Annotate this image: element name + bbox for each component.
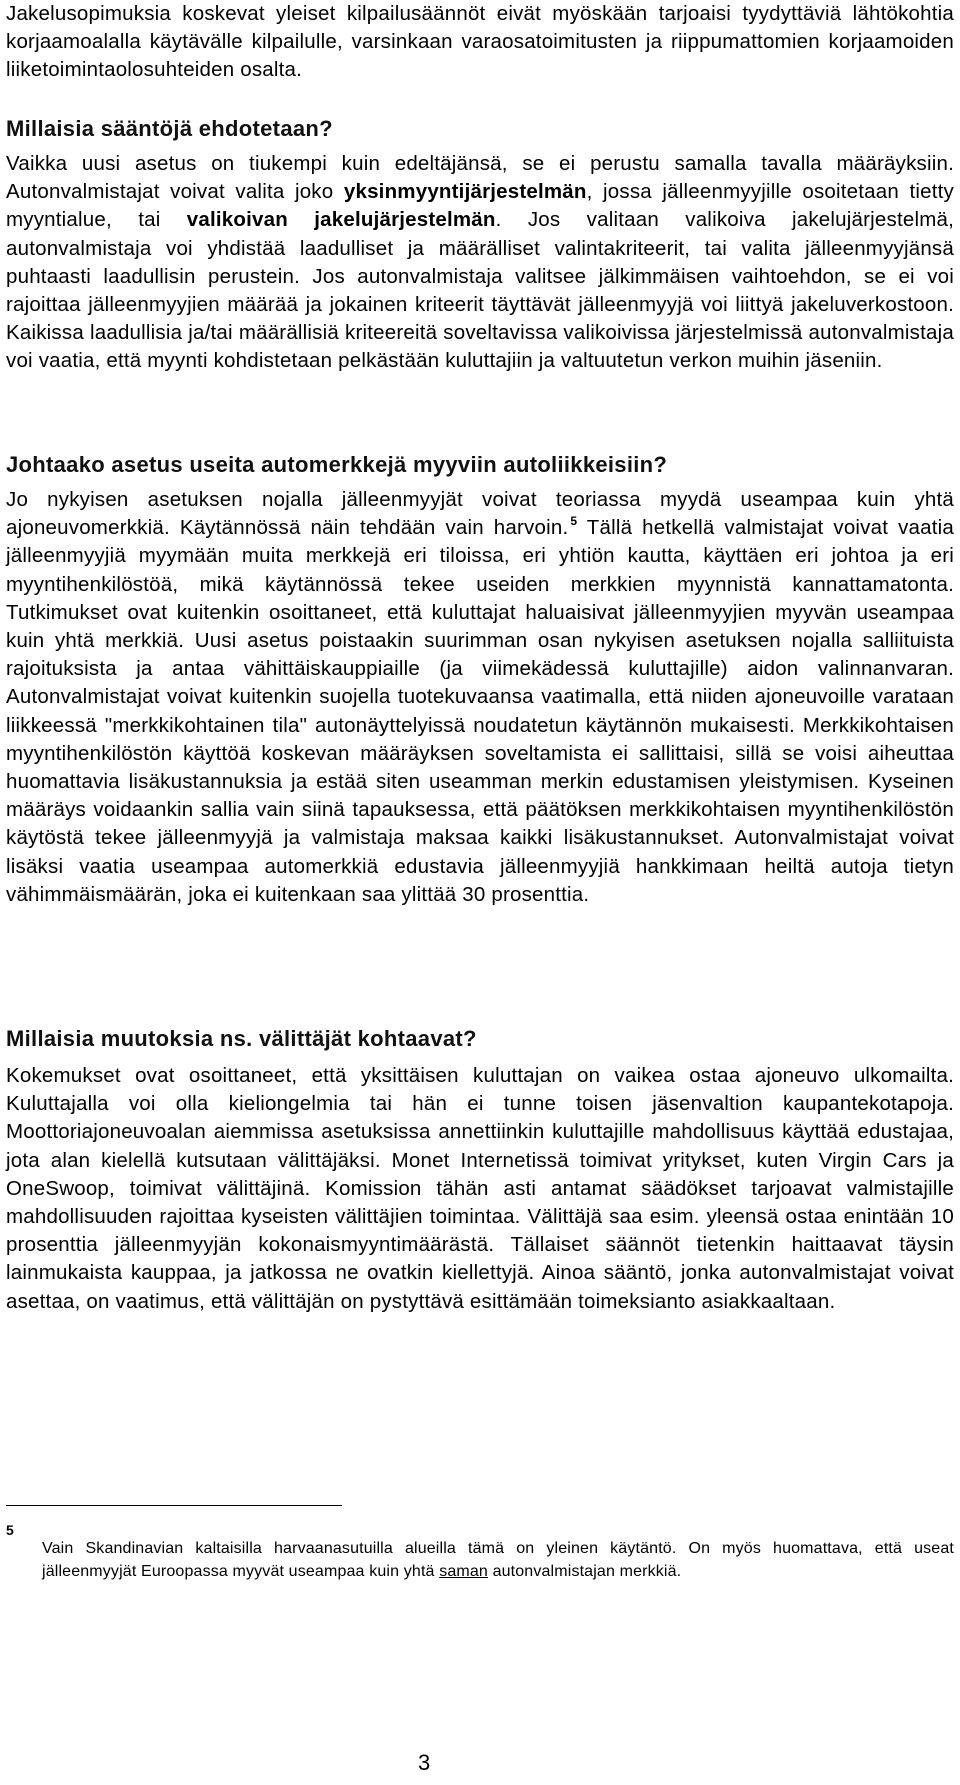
- rules-paragraph: [6, 150, 954, 376]
- footnote-number: 5: [6, 1522, 14, 1538]
- term-selective-distribution: valikoivan jakelujärjestelmän: [186, 208, 496, 232]
- footnote-text: [42, 1537, 954, 1583]
- rules-text-e: . Jos valitaan valikoiva jakelujärjestelmä, autonvalmistaja voi yhdistää laadulliset ja määrälliset valintakriteerit, tai valita jälleenmyyjänsä puhtaasti laadullisin perustein. Jos autonvalmistaja valitsee jälkimmäisen vaihtoehdon, se ei voi rajoittaa jälleenmyyjien määrää ja jokainen kriteerit täyttävät jälleenmyyjä voi liittyä jakeluverkostoon. Kaikissa laadullisia ja/tai määrällisiä kriteereitä soveltavissa valikoivissa järjestelmissä autonvalmistaja voi vaatia, että myynti kohdistetaan pelkästään kuluttajiin ja valtuutetun verkon muihin jäseniin.: [6, 208, 954, 373]
- footnote-divider: [6, 1505, 342, 1506]
- section-heading-multibrand: Johtaako asetus useita automerkkejä myyviin autoliikkeisiin?: [6, 452, 668, 477]
- footnote-text-b: autonvalmistajan merkkiä.: [487, 1563, 682, 1580]
- section-heading-intermediaries: Millaisia muutoksia ns. välittäjät kohtaavat?: [6, 1026, 477, 1051]
- footnote-underlined-word: saman: [439, 1563, 488, 1580]
- term-exclusive-distribution: yksinmyyntijärjestelmän: [343, 180, 587, 204]
- document-page: [6, 0, 954, 1785]
- intermediaries-paragraph: Kokemukset ovat osoittaneet, että yksittäisen kuluttajan on vaikea ostaa ajoneuvo ulkomailta. Kuluttajalla voi olla kieliongelmia tai hän ei tunne toisen jäsenvaltion kaupantekotapoja. Moottoriajoneuvoalan aiemmissa asetuksissa annettiinkin kuluttajille mahdollisuus käyttää edustajaa, jota alan kielellä kutsutaan välittäjäksi. Monet Internetissä toimivat yritykset, kuten Virgin Cars ja OneSwoop, toimivat välittäjinä. Komission tähän asti antamat säädökset tarjoavat valmistajille mahdollisuuden rajoittaa kyseisten välittäjien toimintaa. Välittäjä saa esim. yleensä ostaa enintään 10 prosenttia jälleenmyyjän kokonaismyyntimäärästä. Tällaiset säännöt tietenkin haittaavat täysin lainmukaista kauppaa, ja jatkossa ne ovatkin kiellettyjä. Ainoa sääntö, jonka autonvalmistajat voivat asettaa, on vaatimus, että välittäjän on pystyttävä esittämään toimeksianto asiakkaaltaan.: [6, 1064, 954, 1313]
- multibrand-paragraph: [6, 486, 954, 909]
- multibrand-text-b: Tällä hetkellä valmistajat voivat vaatia jälleenmyyjiä myymään muita merkkejä eri tiloissa, eri yhtiön kautta, käyttäen eri johtoa ja eri myyntihenkilöstöä, mikä käytännössä tekee useiden merkkien myynnistä kannattamatonta. Tutkimukset ovat kuitenkin osoittaneet, että kuluttajat haluaisivat jälleenmyyjien myyvän useampaa kuin yhtä merkkiä. Uusi asetus poistaakin suurimman osan nykyisen asetuksen nojalla salliituista rajoituksista ja antaa vähittäiskauppiaille (ja viimekädessä kuluttajille) aidon valinnanvaran. Autonvalmistajat voivat kuitenkin suojella tuotekuvaansa vaatimalla, että niiden ajoneuvoille varataan liikkeessä "merkkikohtainen tila" autonäyttelyissä noudatetun käytännön mukaisesti. Merkkikohtaisen myyntihenkilöstön käyttöä koskevan määräyksen soveltamista ei sallittaisi, sillä se voisi aiheuttaa huomattavia lisäkustannuksia ja estää siten useamman merkin edustamisen yleistymisen. Kyseinen määräys voidaankin sallia vain siinä tapauksessa, että päätöksen merkkikohtaisen myyntihenkilöstön käytöstä tekee jälleenmyyjä ja valmistaja maksaa kaikki lisäkustannukset. Autonvalmistajat voivat lisäksi vaatia useampaa automerkkiä edustavia jälleenmyyjiä hankkimaan heiltä autoja tietyn vähimmäismäärän, joka ei kuitenkaan saa ylittää 30 prosenttia.: [6, 516, 954, 906]
- footnote-text-a: Vain Skandinavian kaltaisilla harvaanasutuilla alueilla tämä on yleinen käytäntö. On myös huomattava, että useat jälleenmyyjät Euroopassa myyvät useampaa kuin yhtä: [42, 1540, 954, 1580]
- section-heading-rules: Millaisia sääntöjä ehdotetaan?: [6, 116, 333, 141]
- rules-text-c: , jossa jälleenmyyjille osoitetaan tietty myyntialue, tai: [6, 180, 954, 232]
- rules-text-a: Vaikka uusi asetus on tiukempi kuin edeltäjänsä, se ei perustu samalla tavalla määräyksiin. Autonvalmistajat voivat valita joko: [6, 152, 954, 204]
- page-number: 3: [418, 1750, 431, 1775]
- multibrand-text-a: Jo nykyisen asetuksen nojalla jälleenmyyjät voivat teoriassa myydä useampaa kuin yhtä ajoneuvomerkkiä. Käytännössä näin tehdään vain harvoin.: [6, 488, 954, 540]
- intro-paragraph: Jakelusopimuksia koskevat yleiset kilpailusäännöt eivät myöskään tarjoaisi tyydyttäviä lähtökohtia korjaamoalalla käytävälle kilpailulle, varsinkaan varaosatoimitusten ja riippumattomien korjaamoiden liiketoimintaolosuhteiden osalta.: [6, 2, 954, 82]
- footnote-reference[interactable]: 5: [570, 514, 578, 529]
